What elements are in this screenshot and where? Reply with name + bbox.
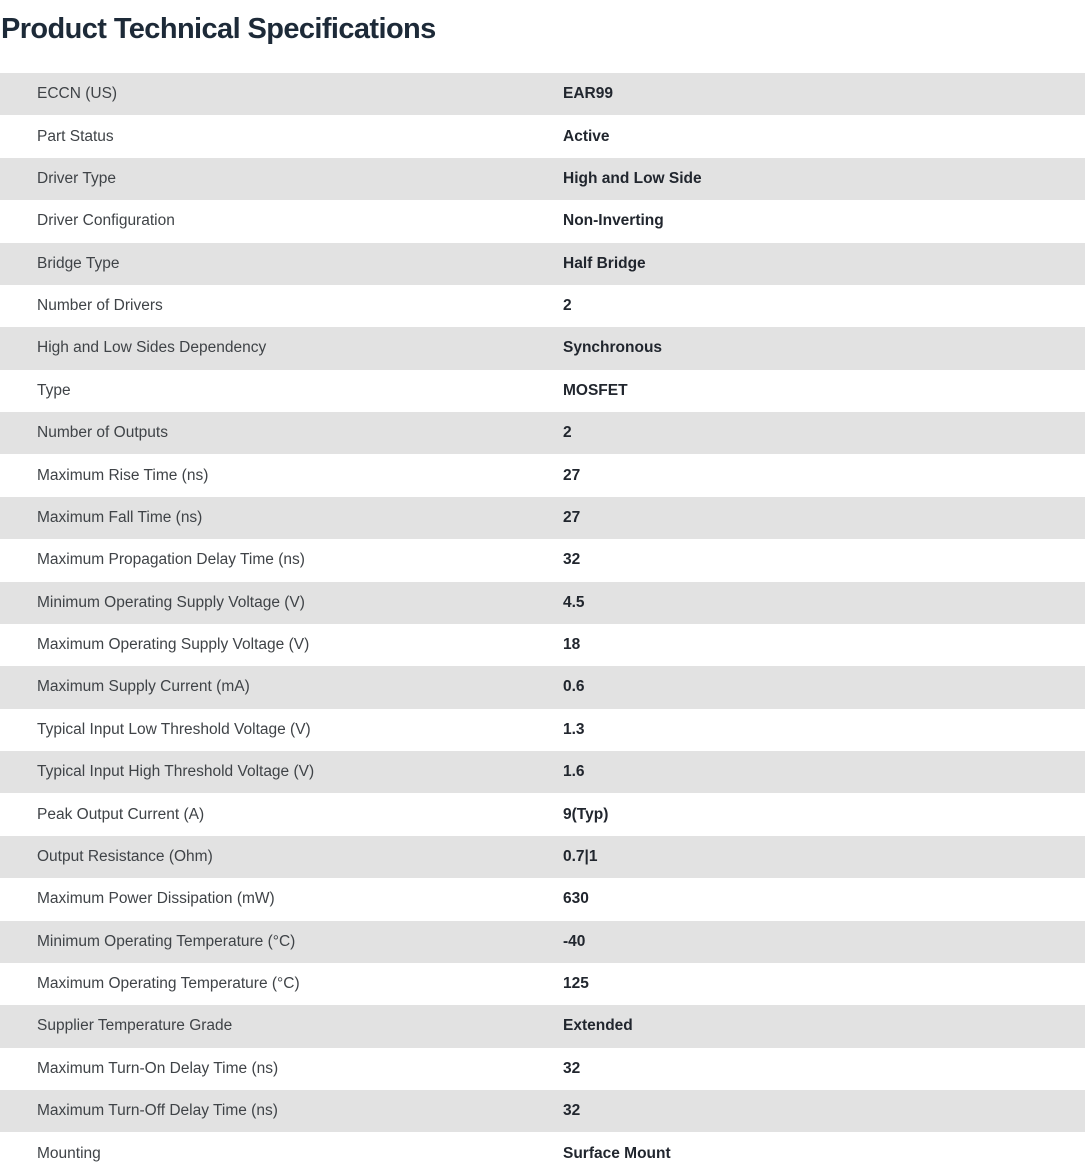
spec-label: High and Low Sides Dependency	[37, 339, 267, 357]
spec-row	[0, 836, 1085, 878]
spec-value: 18	[563, 636, 581, 654]
spec-row	[0, 1048, 1085, 1090]
spec-row	[0, 454, 1085, 496]
spec-row	[0, 709, 1085, 751]
spec-label: Mounting	[37, 1144, 101, 1162]
spec-row	[0, 285, 1085, 327]
spec-label: Maximum Rise Time (ns)	[37, 466, 209, 484]
spec-label: Maximum Turn-On Delay Time (ns)	[37, 1059, 279, 1077]
spec-label: Maximum Propagation Delay Time (ns)	[37, 551, 305, 569]
spec-label: Type	[37, 381, 71, 399]
spec-value: 1.3	[563, 720, 585, 738]
spec-row	[0, 666, 1085, 708]
spec-row	[0, 751, 1085, 793]
spec-label: Bridge Type	[37, 254, 120, 272]
spec-label: Minimum Operating Temperature (°C)	[37, 932, 296, 950]
spec-row	[0, 243, 1085, 285]
spec-row	[0, 539, 1085, 581]
spec-value: 32	[563, 551, 581, 569]
spec-value: 2	[563, 297, 572, 315]
spec-value: 630	[563, 890, 589, 908]
spec-value: 1.6	[563, 763, 585, 781]
spec-label: Maximum Fall Time (ns)	[37, 508, 203, 526]
spec-label: Maximum Turn-Off Delay Time (ns)	[37, 1102, 278, 1120]
spec-label: Maximum Supply Current (mA)	[37, 678, 250, 696]
spec-label: Supplier Temperature Grade	[37, 1017, 233, 1035]
spec-label: Number of Drivers	[37, 297, 163, 315]
spec-label: Driver Type	[37, 169, 116, 187]
spec-row	[0, 497, 1085, 539]
spec-value: High and Low Side	[563, 169, 702, 187]
spec-row	[0, 115, 1085, 157]
spec-label: Typical Input High Threshold Voltage (V)	[37, 763, 315, 781]
spec-value: Extended	[563, 1017, 633, 1035]
spec-label: Output Resistance (Ohm)	[37, 847, 213, 865]
spec-value: Non-Inverting	[563, 212, 664, 230]
spec-value: 32	[563, 1059, 581, 1077]
spec-row	[0, 793, 1085, 835]
spec-row	[0, 1005, 1085, 1047]
spec-label: ECCN (US)	[37, 85, 118, 103]
page-title: Product Technical Specifications	[1, 13, 436, 45]
spec-label: Part Status	[37, 127, 114, 145]
spec-row	[0, 1090, 1085, 1132]
spec-row	[0, 327, 1085, 369]
spec-value: 27	[563, 466, 581, 484]
spec-label: Peak Output Current (A)	[37, 805, 205, 823]
spec-value: Surface Mount	[563, 1144, 671, 1162]
spec-label: Typical Input Low Threshold Voltage (V)	[37, 720, 311, 738]
spec-value: MOSFET	[563, 381, 628, 399]
spec-value: Synchronous	[563, 339, 663, 357]
spec-row	[0, 73, 1085, 115]
spec-value: Half Bridge	[563, 254, 646, 272]
spec-label: Driver Configuration	[37, 212, 175, 230]
spec-label: Minimum Operating Supply Voltage (V)	[37, 593, 305, 611]
spec-row	[0, 878, 1085, 920]
spec-label: Number of Outputs	[37, 424, 168, 442]
spec-row	[0, 963, 1085, 1005]
spec-row	[0, 200, 1085, 242]
spec-row	[0, 1132, 1085, 1174]
spec-row	[0, 624, 1085, 666]
spec-value: 27	[563, 508, 581, 526]
spec-value: 125	[563, 975, 589, 993]
spec-value: 9(Typ)	[563, 805, 609, 823]
spec-label: Maximum Operating Temperature (°C)	[37, 975, 300, 993]
spec-row	[0, 582, 1085, 624]
spec-value: 32	[563, 1102, 581, 1120]
spec-value: 0.7|1	[563, 847, 598, 865]
spec-row	[0, 921, 1085, 963]
spec-value: 2	[563, 424, 572, 442]
spec-row	[0, 158, 1085, 200]
spec-label: Maximum Power Dissipation (mW)	[37, 890, 275, 908]
spec-value: EAR99	[563, 85, 613, 103]
spec-row	[0, 412, 1085, 454]
spec-value: -40	[563, 932, 586, 950]
spec-value: 0.6	[563, 678, 585, 696]
spec-row	[0, 370, 1085, 412]
spec-value: 4.5	[563, 593, 585, 611]
spec-value: Active	[563, 127, 610, 145]
spec-table	[0, 73, 1085, 1175]
spec-label: Maximum Operating Supply Voltage (V)	[37, 636, 310, 654]
